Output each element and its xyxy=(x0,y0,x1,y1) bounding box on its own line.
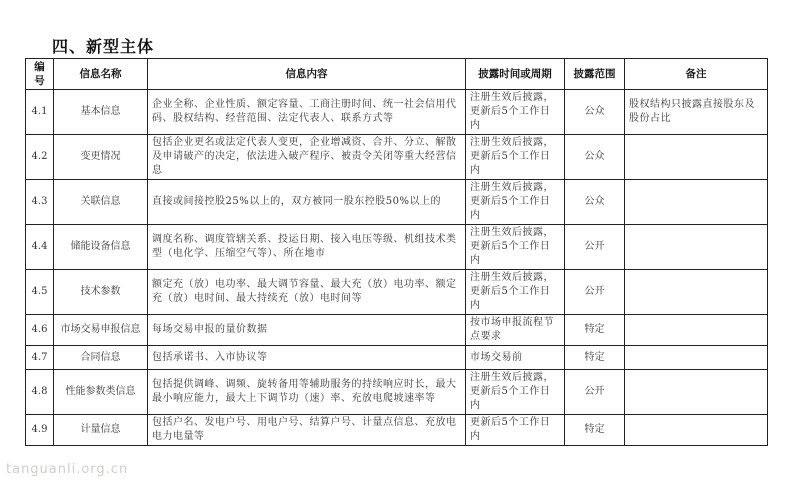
table-row xyxy=(26,225,768,270)
cell-name: 性能参数类信息 xyxy=(54,370,148,415)
cell-name: 计量信息 xyxy=(54,415,148,446)
watermark: tanguanli.org.cn xyxy=(6,462,129,477)
cell-id: 4.1 xyxy=(26,90,54,135)
cell-id: 4.7 xyxy=(26,346,54,370)
cell-note: 股权结构只披露直接股东及股份占比 xyxy=(625,90,768,135)
cell-timing: 注册生效后披露，更新后5个工作日内 xyxy=(466,135,565,180)
cell-name: 基本信息 xyxy=(54,90,148,135)
cell-id: 4.3 xyxy=(26,180,54,225)
cell-scope: 公众 xyxy=(565,180,625,225)
cell-scope: 特定 xyxy=(565,346,625,370)
table-row xyxy=(26,346,768,370)
cell-name: 储能设备信息 xyxy=(54,225,148,270)
header-content: 信息内容 xyxy=(148,59,466,90)
cell-note xyxy=(625,315,768,346)
cell-name: 技术参数 xyxy=(54,270,148,315)
cell-name: 市场交易申报信息 xyxy=(54,315,148,346)
cell-scope: 公开 xyxy=(565,370,625,415)
section-title: 四、新型主体 xyxy=(52,37,155,56)
table-header-row xyxy=(26,59,768,90)
table-row xyxy=(26,270,768,315)
header-id: 编号 xyxy=(26,59,54,90)
cell-note xyxy=(625,346,768,370)
table-row xyxy=(26,370,768,415)
cell-scope: 公众 xyxy=(565,90,625,135)
cell-note xyxy=(625,180,768,225)
cell-note xyxy=(625,370,768,415)
cell-scope: 公开 xyxy=(565,225,625,270)
header-scope: 披露范围 xyxy=(565,59,625,90)
table-row xyxy=(26,315,768,346)
table-row xyxy=(26,180,768,225)
cell-scope: 特定 xyxy=(565,415,625,446)
header-name: 信息名称 xyxy=(54,59,148,90)
cell-timing: 注册生效后披露，更新后5个工作日内 xyxy=(466,90,565,135)
table-row xyxy=(26,415,768,446)
header-timing: 披露时间或周期 xyxy=(466,59,565,90)
cell-timing: 注册生效后披露，更新后5个工作日内 xyxy=(466,225,565,270)
cell-content: 企业全称、企业性质、额定容量、工商注册时间、统一社会信用代码、股权结构、经营范围、法定代表人、联系方式等 xyxy=(148,90,466,135)
cell-content: 每场交易申报的量价数据 xyxy=(148,315,466,346)
table-row xyxy=(26,90,768,135)
cell-scope: 特定 xyxy=(565,315,625,346)
cell-name: 关联信息 xyxy=(54,180,148,225)
cell-note xyxy=(625,135,768,180)
cell-timing: 更新后5个工作日内 xyxy=(466,415,565,446)
cell-note xyxy=(625,270,768,315)
header-note: 备注 xyxy=(625,59,768,90)
cell-content: 包括户名、发电户号、用电户号、结算户号、计量点信息、充放电电力电量等 xyxy=(148,415,466,446)
cell-scope: 公开 xyxy=(565,270,625,315)
cell-timing: 注册生效后披露，更新后5个工作日内 xyxy=(466,180,565,225)
cell-note xyxy=(625,415,768,446)
cell-timing: 市场交易前 xyxy=(466,346,565,370)
cell-timing: 注册生效后披露，更新后5个工作日内 xyxy=(466,370,565,415)
cell-timing: 按市场申报流程节点要求 xyxy=(466,315,565,346)
cell-content: 直接或间接控股25%以上的，双方被同一股东控股50%以上的 xyxy=(148,180,466,225)
cell-id: 4.8 xyxy=(26,370,54,415)
cell-id: 4.5 xyxy=(26,270,54,315)
cell-content: 额定充（放）电功率、最大调节容量、最大充（放）电功率、额定充（放）电时间、最大持续充（放）电时间等 xyxy=(148,270,466,315)
cell-note xyxy=(625,225,768,270)
cell-scope: 公众 xyxy=(565,135,625,180)
cell-name: 变更情况 xyxy=(54,135,148,180)
cell-name: 合同信息 xyxy=(54,346,148,370)
cell-content: 包括提供调峰、调频、旋转备用等辅助服务的持续响应时长，最大最小响应能力，最大上下调节功（速）率、充放电爬坡速率等 xyxy=(148,370,466,415)
cell-content: 包括承诺书、入市协议等 xyxy=(148,346,466,370)
disclosure-table xyxy=(25,58,768,446)
cell-content: 包括企业更名或法定代表人变更，企业增减资、合并、分立、解散及申请破产的决定，依法进入破产程序、被责令关闭等重大经营信息 xyxy=(148,135,466,180)
cell-timing: 注册生效后披露，更新后5个工作日内 xyxy=(466,270,565,315)
cell-id: 4.6 xyxy=(26,315,54,346)
cell-id: 4.2 xyxy=(26,135,54,180)
cell-id: 4.4 xyxy=(26,225,54,270)
cell-content: 调度名称、调度管辖关系、投运日期、接入电压等级、机组技术类型（电化学、压缩空气等）、所在地市 xyxy=(148,225,466,270)
cell-id: 4.9 xyxy=(26,415,54,446)
table-row xyxy=(26,135,768,180)
